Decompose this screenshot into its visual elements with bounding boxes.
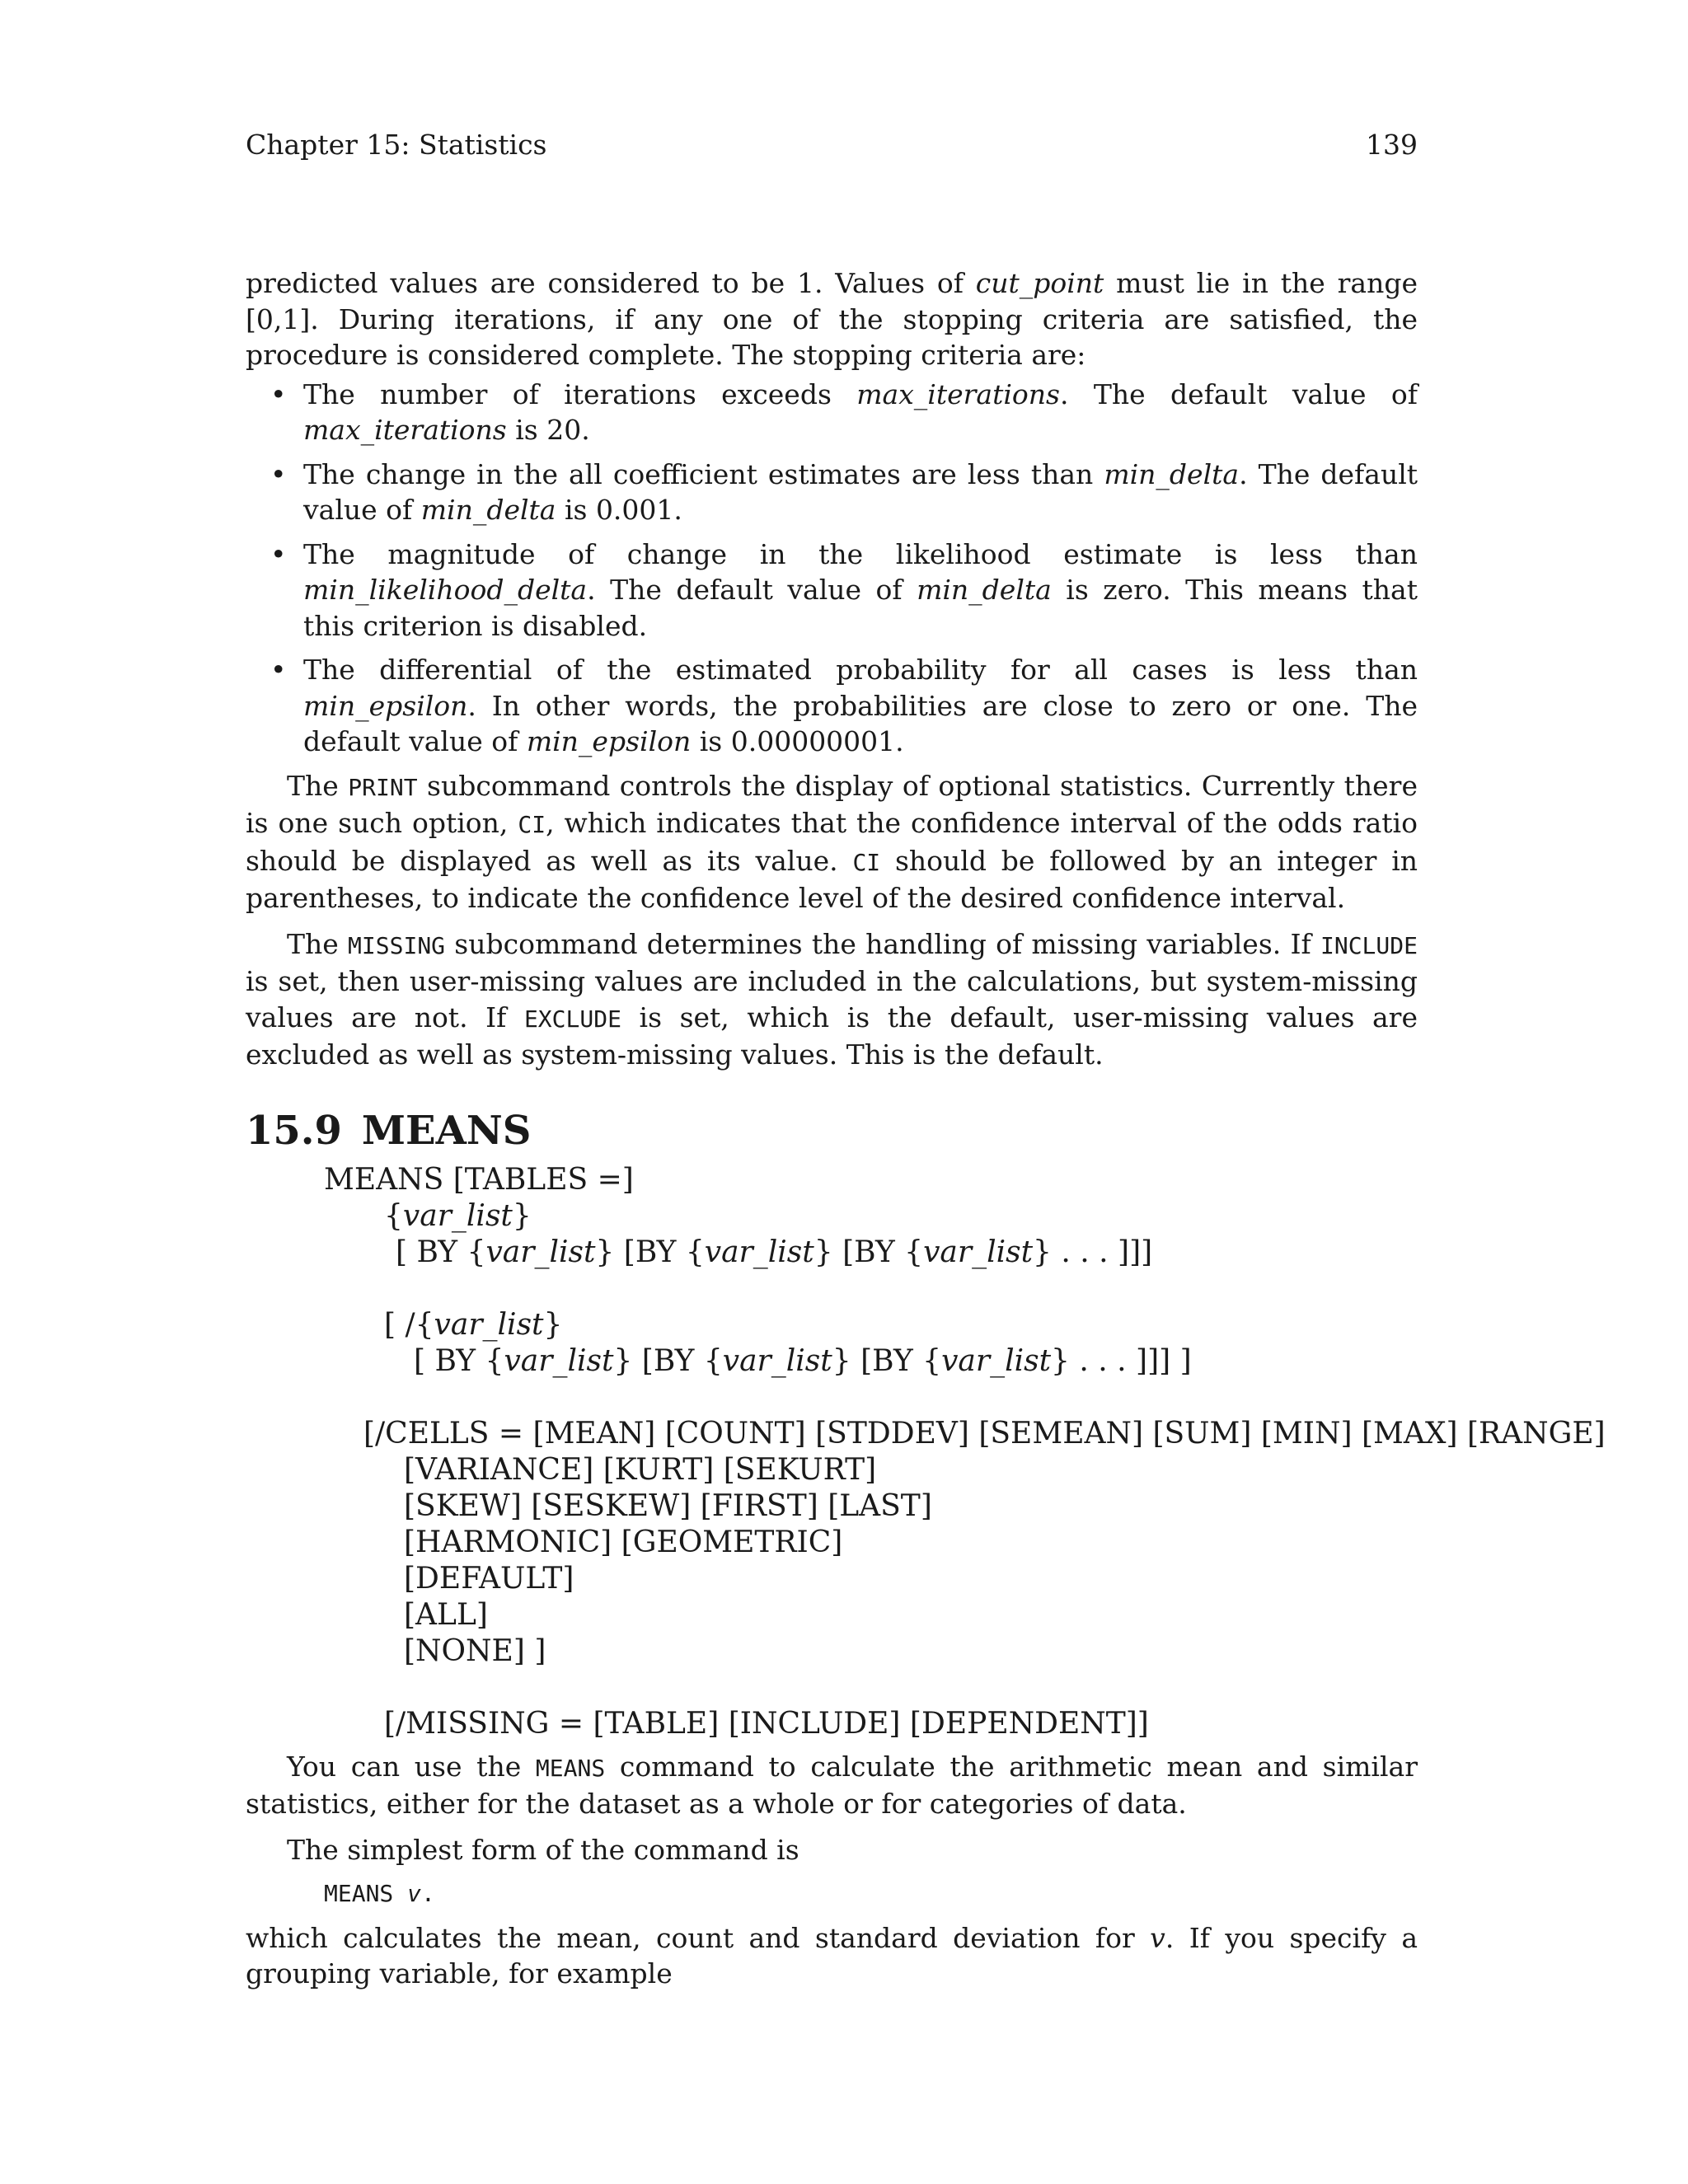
synopsis-line: {var_list} bbox=[384, 1198, 532, 1233]
synopsis-line: [/MISSING = [TABLE] [INCLUDE] [DEPENDENT]] bbox=[384, 1706, 1149, 1741]
section-heading bbox=[246, 1106, 1418, 1155]
means-synopsis bbox=[246, 1162, 1606, 1742]
synopsis-spacer bbox=[246, 1670, 1418, 1706]
simplest-form-paragraph: The simplest form of the command is bbox=[287, 1833, 799, 1866]
synopsis-line: [ /{var_list} bbox=[384, 1307, 563, 1342]
synopsis-line: MEANS [TABLES =] bbox=[324, 1162, 634, 1197]
section-number: 15.9 bbox=[246, 1107, 342, 1154]
page-body bbox=[246, 265, 1606, 1992]
list-item: • The differential of the estimated probability for all cases is less than min_epsilon. In other words, the probabilities are close to zero or one. The default value of min_epsilon is 0.00000001. bbox=[270, 654, 1418, 757]
synopsis-line: [ALL] bbox=[404, 1597, 488, 1632]
list-item: • The change in the all coefficient estimates are less than min_delta. The default value of min_delta is 0.001. bbox=[270, 457, 1418, 526]
var-cut-point: cut_point bbox=[975, 267, 1104, 299]
stopping-criteria-list bbox=[246, 377, 1418, 760]
section-title: MEANS bbox=[361, 1107, 532, 1154]
synopsis-line: [SKEW] [SESKEW] [FIRST] [LAST] bbox=[404, 1488, 932, 1523]
list-item: • The number of iterations exceeds max_iterations. The default value of max_iterations is 20. bbox=[270, 377, 1418, 446]
means-description-paragraph: You can use the MEANS command to calculate the arithmetic mean and similar statistics, either for the dataset as a whole or for categories of data. bbox=[246, 1750, 1418, 1820]
intro-paragraph: predicted values are considered to be 1. Values of cut_point must lie in the range [0,1]. During iterations, if any one of the stopping criteria are satisfied, the procedure is considered complete. The stopping criteria are: bbox=[246, 267, 1418, 371]
bullet-icon: • bbox=[270, 537, 287, 570]
missing-subcommand-paragraph: The MISSING subcommand determines the handling of missing variables. If INCLUDE is set, then user-missing values are included in the calculations, but system-missing values are not. If EXCLUDE is set, which is the default, user-missing values are excluded as well as system-missing values. This is the default. bbox=[246, 927, 1418, 1071]
code-example: MEANS v. bbox=[324, 1880, 435, 1907]
synopsis-line: [ BY {var_list} [BY {var_list} [BY {var_list} . . . ]]] bbox=[396, 1235, 1153, 1269]
synopsis-spacer bbox=[246, 1380, 1418, 1416]
bullet-icon: • bbox=[270, 377, 287, 410]
chapter-title: Chapter 15: Statistics bbox=[246, 129, 547, 161]
bullet-icon: • bbox=[270, 654, 287, 686]
synopsis-line: [/CELLS = [MEAN] [COUNT] [STDDEV] [SEMEAN] [SUM] [MIN] [MAX] [RANGE] bbox=[363, 1416, 1606, 1451]
synopsis-line: [DEFAULT] bbox=[404, 1561, 574, 1596]
bullet-icon: • bbox=[270, 457, 287, 490]
page-number: 139 bbox=[1366, 129, 1418, 161]
list-item: • The magnitude of change in the likelihood estimate is less than min_likelihood_delta. The default value of min_delta is zero. This means that this criterion is disabled. bbox=[270, 537, 1418, 642]
synopsis-line: [NONE] ] bbox=[404, 1633, 546, 1668]
synopsis-spacer bbox=[246, 1271, 1418, 1307]
closing-paragraph: which calculates the mean, count and standard deviation for v. If you specify a grouping variable, for example bbox=[246, 1921, 1418, 1990]
synopsis-line: [VARIANCE] [KURT] [SEKURT] bbox=[404, 1452, 877, 1487]
synopsis-line: [HARMONIC] [GEOMETRIC] bbox=[404, 1525, 843, 1559]
synopsis-line: [ BY {var_list} [BY {var_list} [BY {var_list} . . . ]]] ] bbox=[414, 1343, 1192, 1378]
print-subcommand-paragraph: The PRINT subcommand controls the display of optional statistics. Currently there is one such option, CI, which indicates that the confidence interval of the odds ratio should be displayed as well as its value. CI should be followed by an integer in parentheses, to indicate the confidence level of the desired confidence interval. bbox=[246, 769, 1418, 914]
